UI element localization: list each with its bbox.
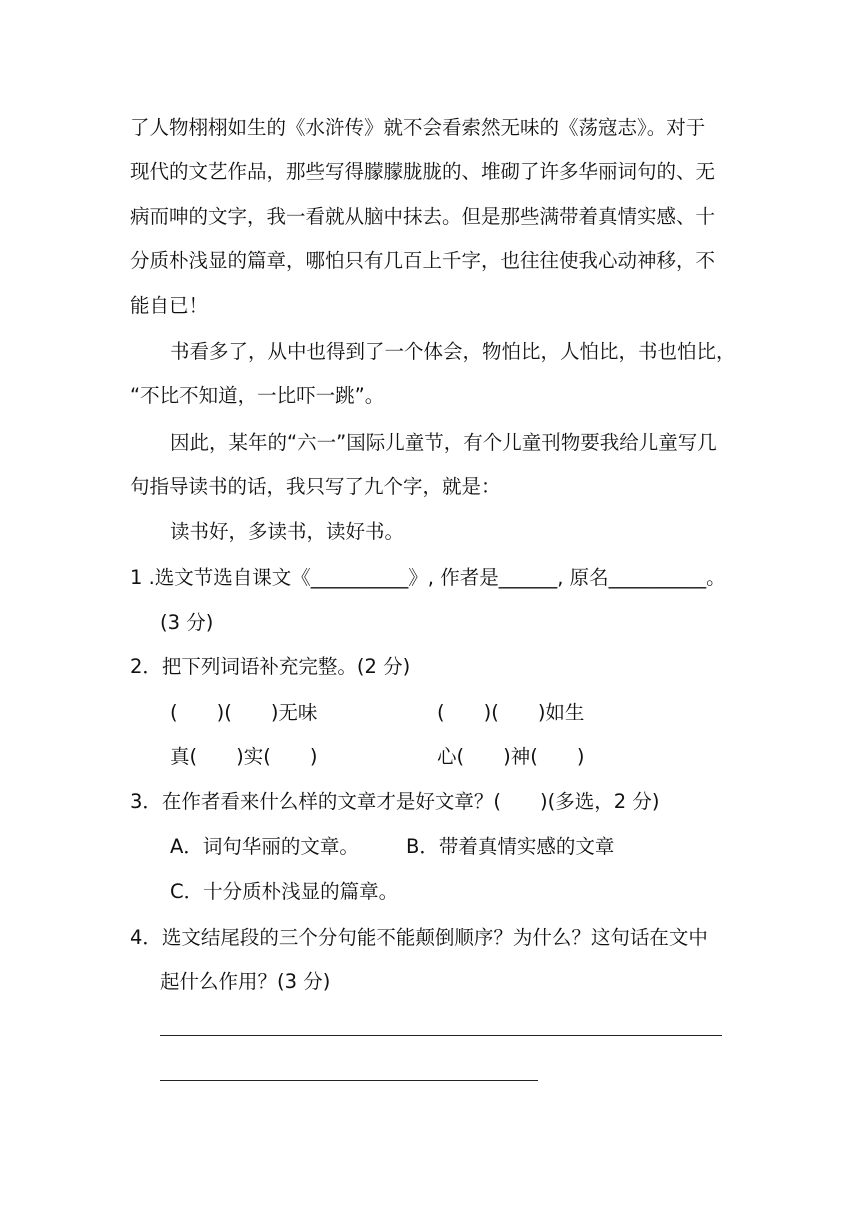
answer-line[interactable] <box>160 1035 722 1036</box>
passage-line: 因此，某年的“六一”国际儿童节，有个儿童刊物要我给儿童写几 <box>170 431 717 454</box>
passage-line: 分质朴浅显的篇章，哪怕只有几百上千字，也往往使我心动神移，不 <box>130 249 716 272</box>
answer-line[interactable] <box>160 1080 538 1081</box>
passage-line: 现代的文艺作品，那些写得朦朦胧胧的、堆砌了许多华丽词句的、无 <box>130 160 716 183</box>
passage-line: 能自已！ <box>130 294 209 317</box>
question-3-option-c: C．十分质朴浅显的篇章。 <box>170 880 399 903</box>
question-3-text: 3．在作者看来什么样的文章才是好文章？( )(多选，2 分) <box>130 790 660 813</box>
question-1-text: 1 .选文节选自课文《__________》, 作者是______, 原名__________。 <box>130 566 726 589</box>
question-2-item: 真( )实( ) <box>170 745 318 768</box>
question-2-item: ( )( )无味 <box>170 701 318 724</box>
passage-line: 句指导读书的话，我只写了九个字，就是： <box>130 475 501 498</box>
question-3-option-b: B．带着真情实感的文章 <box>406 835 615 858</box>
question-2-item: 心( )神( ) <box>437 745 585 768</box>
passage-line: 病而呻的文字，我一看就从脑中抹去。但是那些满带着真情实感、十 <box>130 205 716 228</box>
passage-line: “不比不知道，一比吓一跳”。 <box>130 384 385 407</box>
passage-line: 书看多了，从中也得到了一个体会，物怕比，人怕比，书也怕比， <box>170 340 736 363</box>
passage-line: 了人物栩栩如生的《水浒传》就不会看索然无味的《荡寇志》。对于 <box>130 116 706 139</box>
question-2-text: 2．把下列词语补充完整。(2 分) <box>130 655 411 678</box>
question-4-text-cont: 起什么作用？(3 分) <box>160 970 331 993</box>
question-3-option-a: A．词句华丽的文章。 <box>170 835 359 858</box>
question-2-item: ( )( )如生 <box>437 701 585 724</box>
question-1-score: (3 分) <box>160 611 214 634</box>
passage-line: 读书好，多读书，读好书。 <box>170 520 405 543</box>
question-4-text: 4．选文结尾段的三个分句能不能颠倒顺序？为什么？这句话在文中 <box>130 926 708 949</box>
